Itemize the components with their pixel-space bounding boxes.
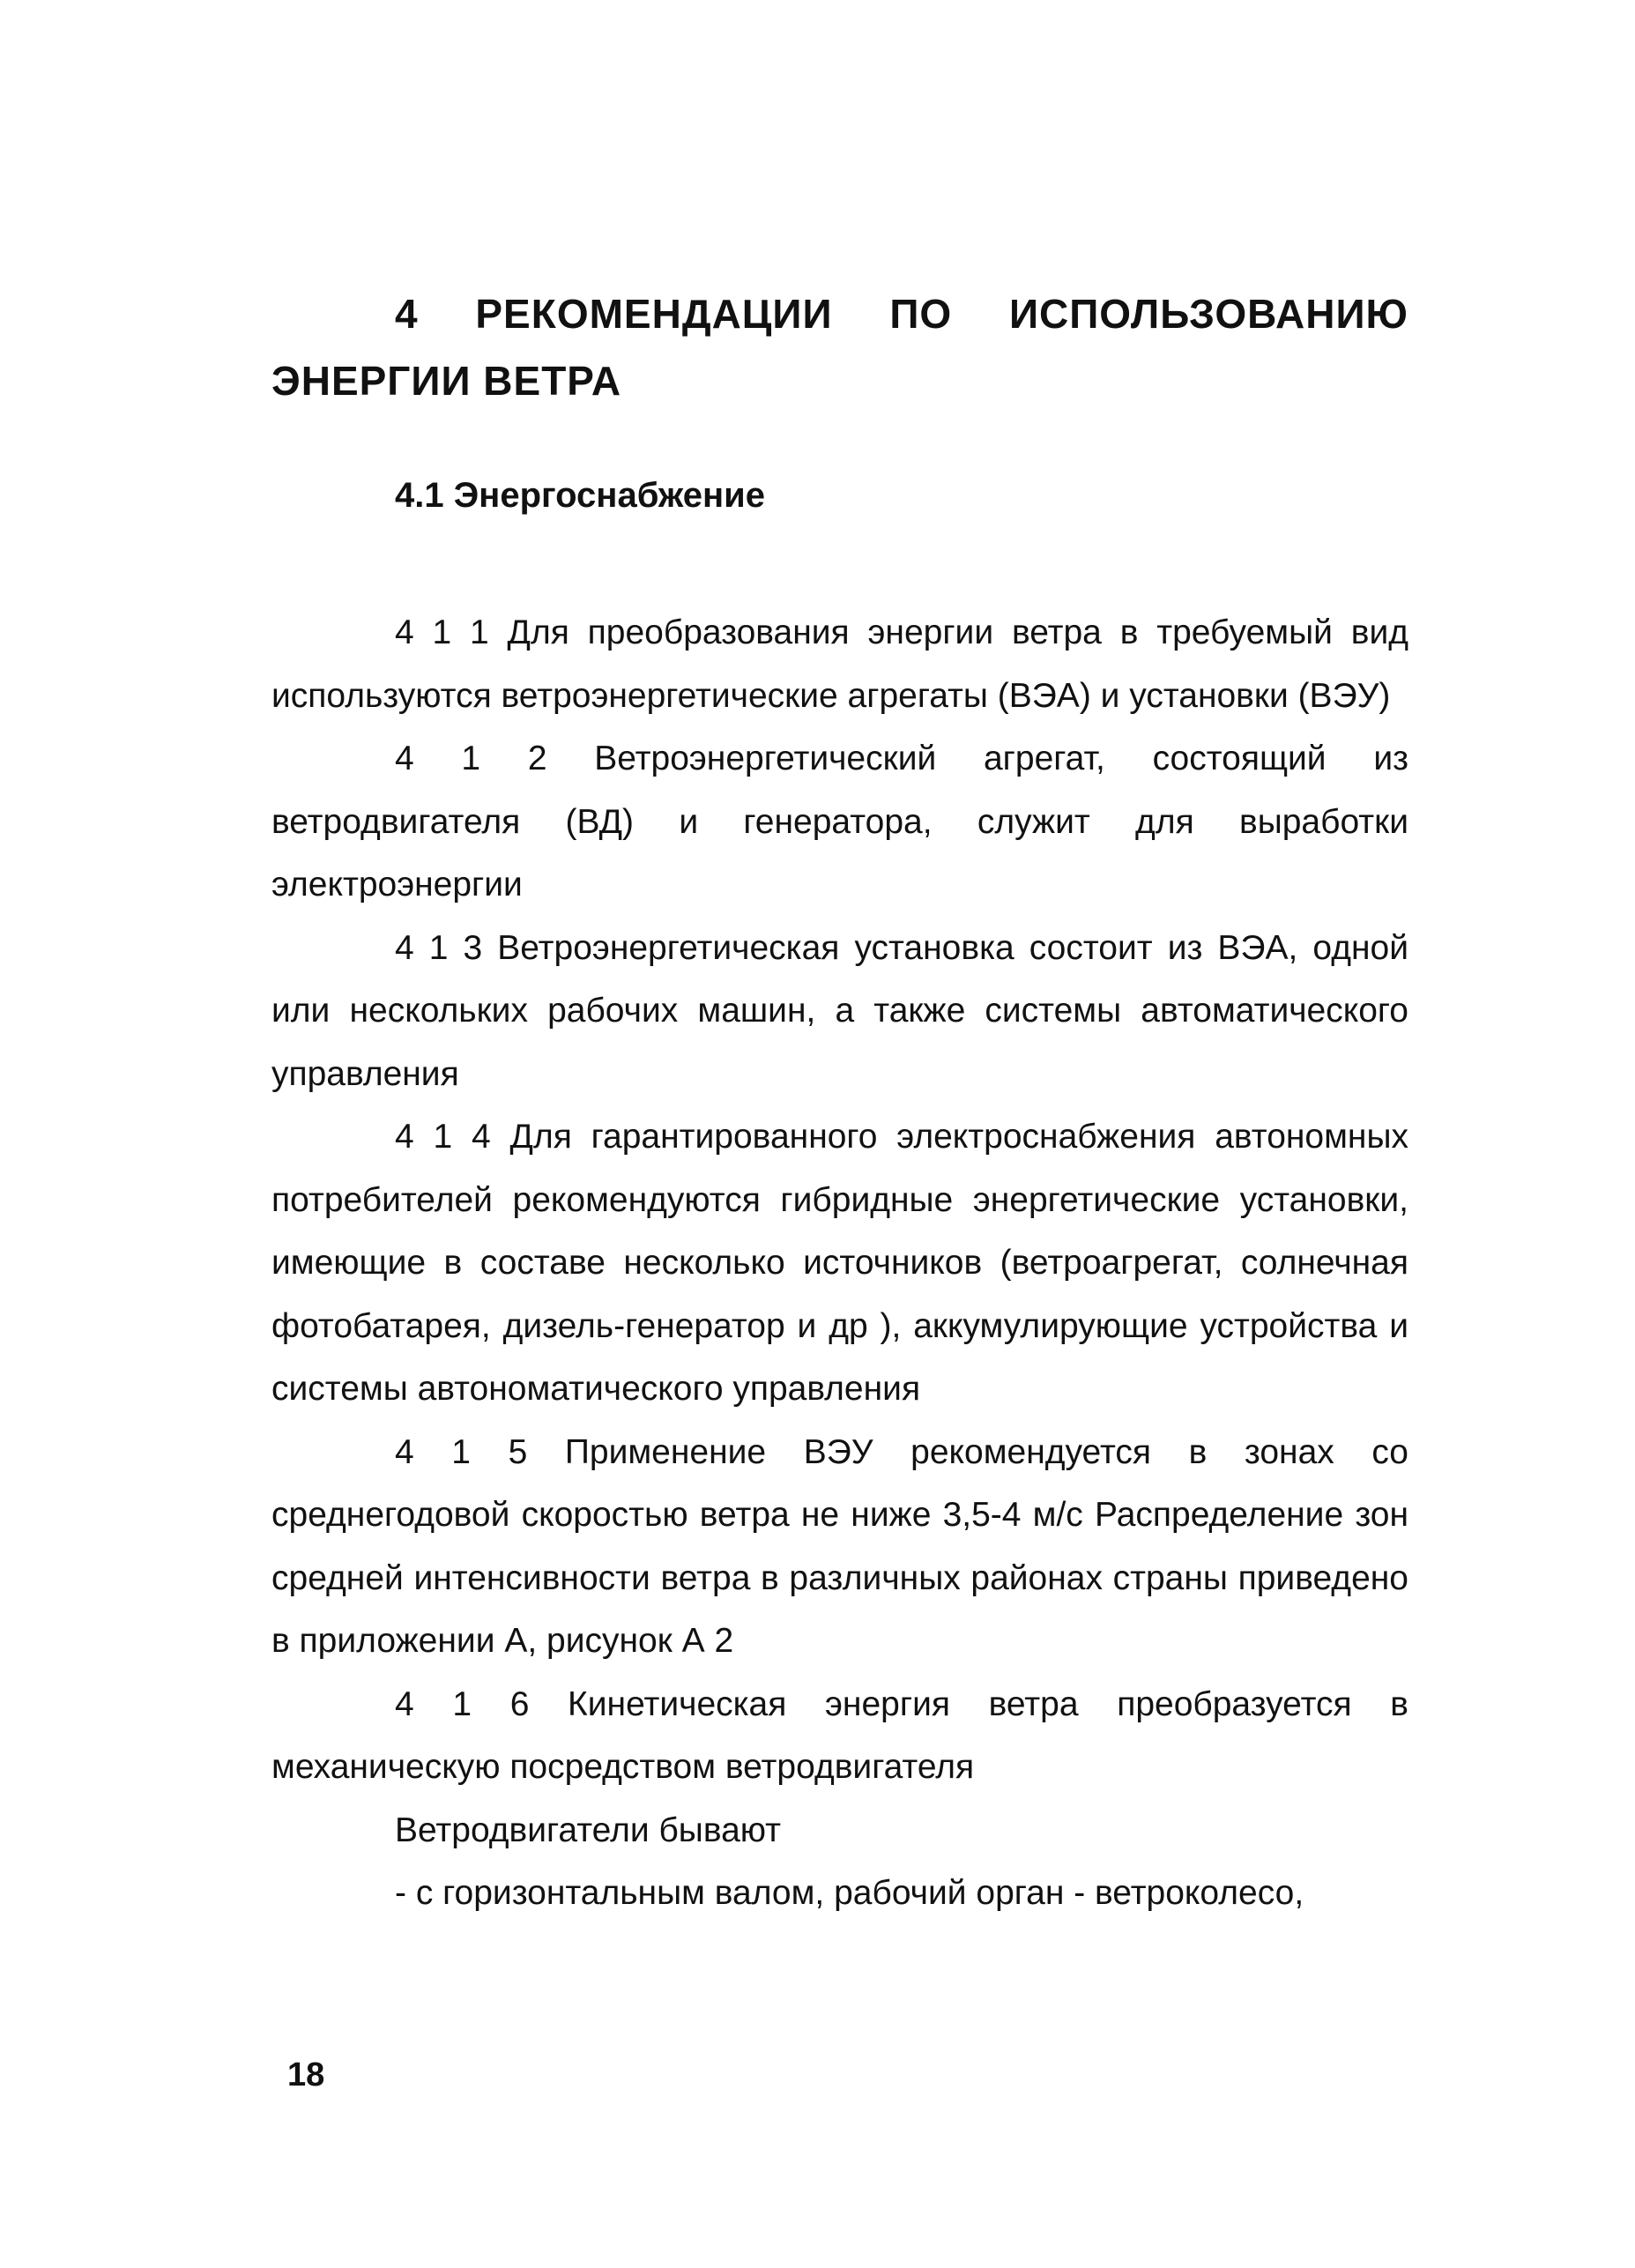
section-title: 4.1 Энергоснабжение — [395, 476, 765, 515]
list-item-horizontal-shaft: - с горизонтальным валом, рабочий орган - ветроколесо, — [395, 1874, 1304, 1912]
paragraph-4-1-3: 4 1 3 Ветроэнергетическая установка состоит из ВЭА, одной или нескольких рабочих машин, а также системы автоматического управления — [271, 928, 1408, 1093]
paragraph-4-1-4: 4 1 4 Для гарантированного электроснабжения автономных потребителей рекомендуются гибридные энергетические установки, имеющие в составе несколько источников (ветроагрегат, солнечная фотобатарея, дизель-генератор и др ), аккумулирующие устройства и системы автономатического управления — [271, 1118, 1408, 1408]
body-text — [271, 601, 1408, 1925]
paragraph-4-1-2: 4 1 2 Ветроэнергетический агрегат, состоящий из ветродвигателя (ВД) и генератора, служит для выработки электроэнергии — [271, 740, 1408, 903]
paragraph-wind-engine-types: Ветродвигатели бывают — [395, 1811, 782, 1849]
page-number: 18 — [287, 2056, 325, 2093]
paragraph-4-1-6: 4 1 6 Кинетическая энергия ветра преобразуется в механическую посредством ветродвигателя — [271, 1684, 1408, 1786]
paragraph-4-1-5: 4 1 5 Применение ВЭУ рекомендуется в зонах со среднегодовой скоростью ветра не ниже 3,5-4 м/с Распределение зон средней интенсивности ветра в различных районах страны приведено в приложении А, рисунок А 2 — [271, 1432, 1408, 1660]
paragraph-4-1-1: 4 1 1 Для преобразования энергии ветра в требуемый вид используются ветроэнергетические агрегаты (ВЭА) и установки (ВЭУ) — [271, 613, 1408, 715]
chapter-title: 4 РЕКОМЕНДАЦИИ ПО ИСПОЛЬЗОВАНИЮ ЭНЕРГИИ ВЕТРА — [271, 291, 1408, 404]
